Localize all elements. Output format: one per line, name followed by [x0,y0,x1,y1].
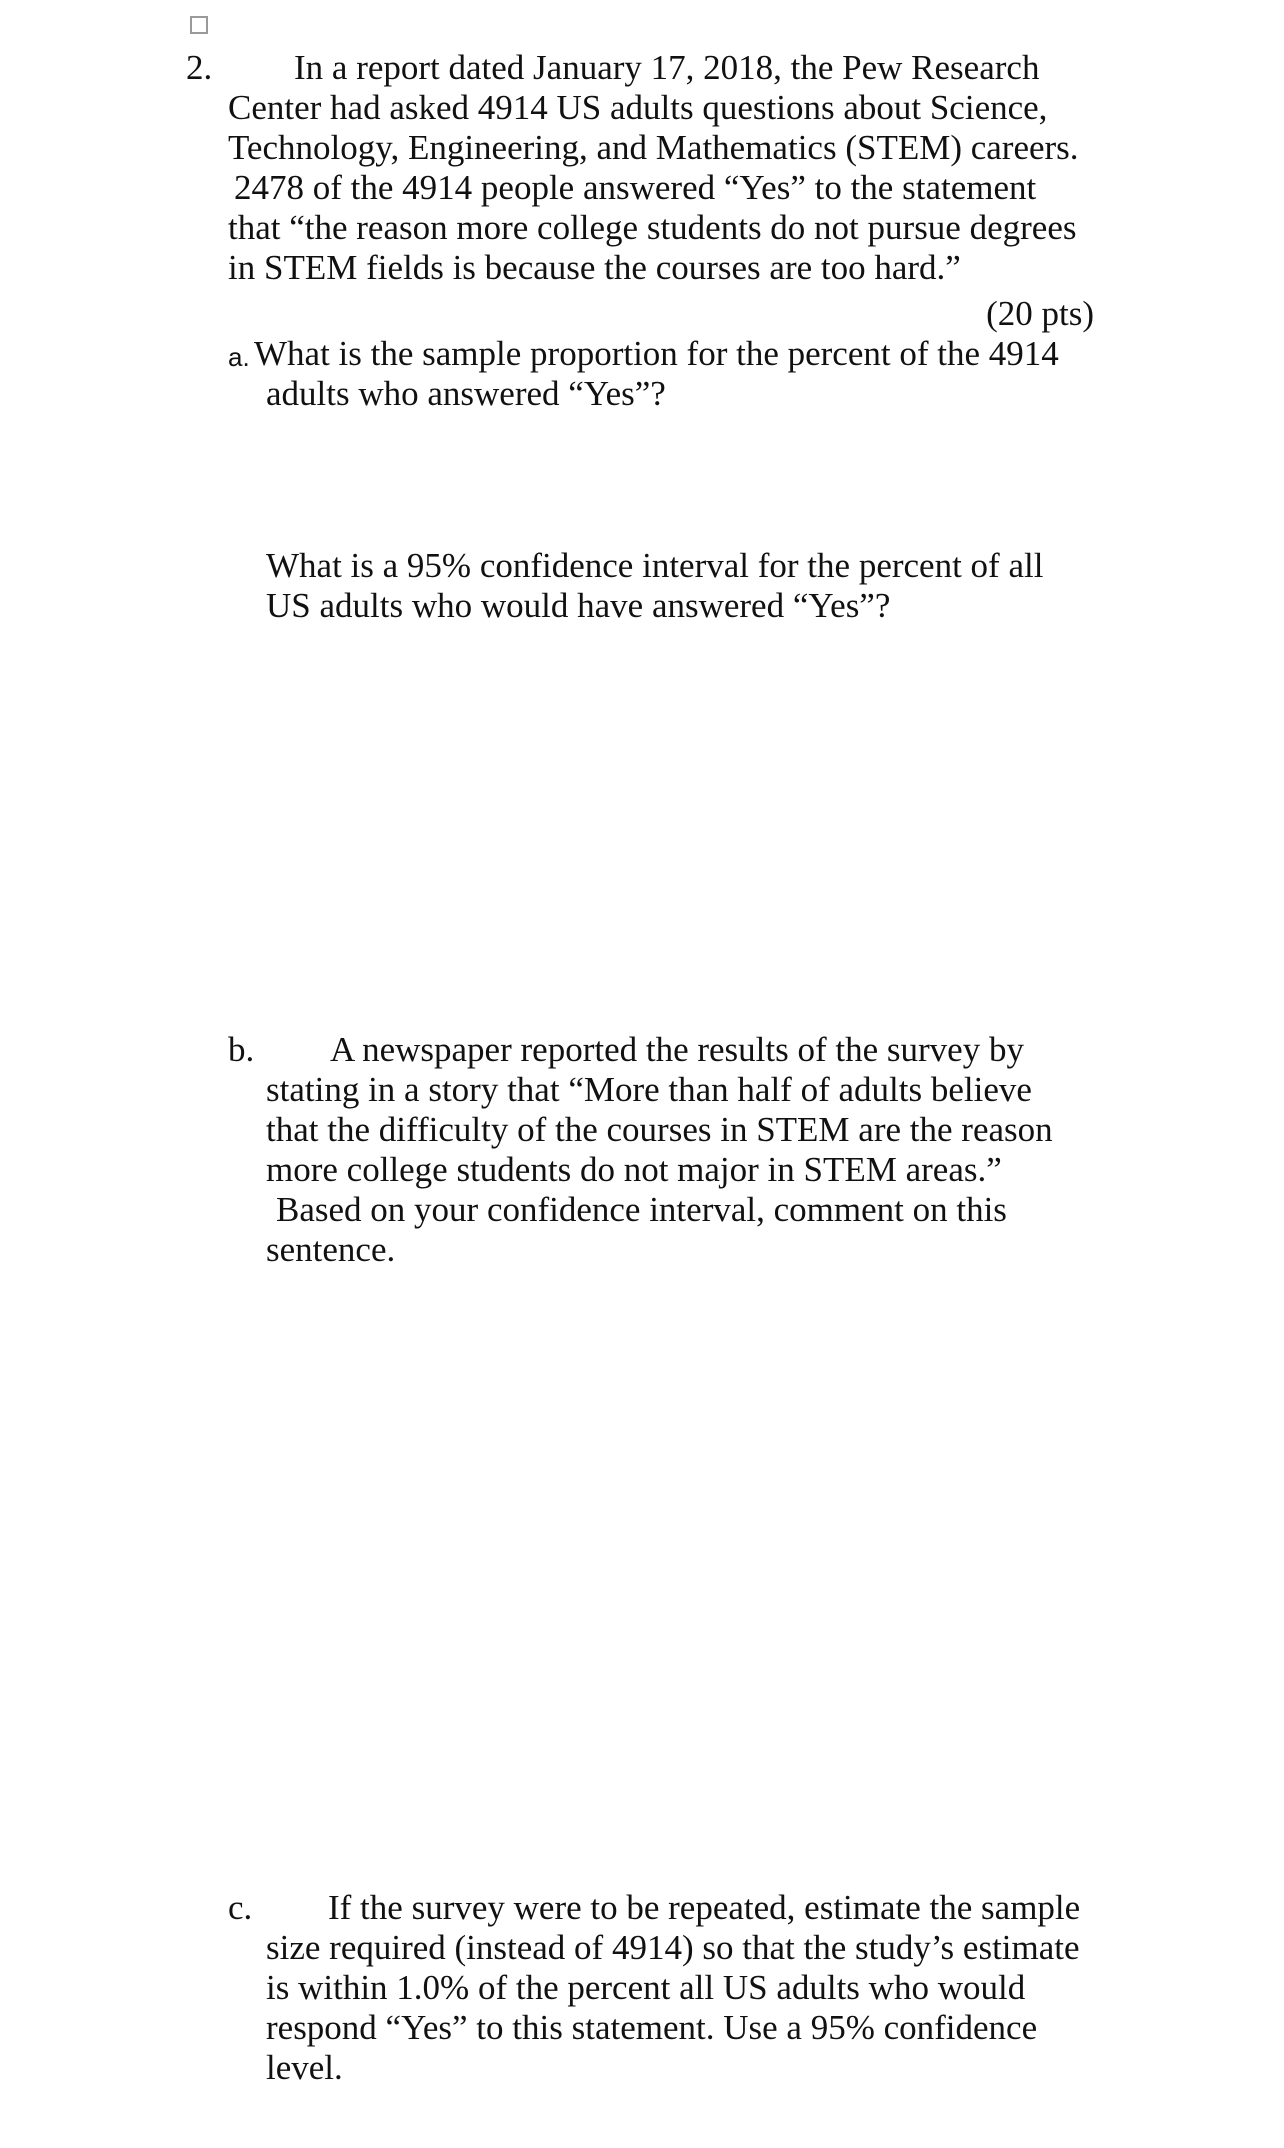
intro-line: that “the reason more college students do not pursue degrees [228,208,1077,247]
part-b-question [266,1030,1053,1270]
intro-line: In a report dated January 17, 2018, the Pew Research [294,48,1040,87]
question-intro [228,48,1108,288]
intro-line: Center had asked 4914 US adults questions about Science, [228,88,1048,127]
part-a-q1-line: What is the sample proportion for the percent of the 4914 [254,334,1059,373]
part-c-line: respond “Yes” to this statement. Use a 95% confidence [266,2008,1038,2047]
part-a-question-2 [266,546,1043,626]
part-a-question-1 [256,334,1059,414]
part-a-label: a. [228,342,250,372]
part-b-line: A newspaper reported the results of the survey by [330,1030,1024,1069]
part-c-line: If the survey were to be repeated, estimate the sample [328,1888,1081,1927]
part-c-line: level. [266,2048,343,2087]
part-c-question [266,1888,1080,2088]
intro-line: in STEM fields is because the courses are too hard.” [228,248,961,287]
points-value: (20 pts) [986,294,1094,333]
intro-line: Technology, Engineering, and Mathematics (STEM) careers. [228,128,1079,167]
part-b-line: sentence. [266,1230,396,1269]
part-c-line: size required (instead of 4914) so that the study’s estimate [266,1928,1080,1967]
part-b-line: that the difficulty of the courses in STEM are the reason [266,1110,1053,1149]
part-a-q1-line: adults who answered “Yes”? [266,374,666,413]
part-b-label: b. [228,1030,255,1069]
question-number: 2. [186,48,213,87]
part-b-line: stating in a story that “More than half of adults believe [266,1070,1032,1109]
question-checkbox[interactable] [190,16,208,34]
part-a-q2-line: What is a 95% confidence interval for the percent of all [266,546,1044,585]
part-a-q2-line: US adults who would have answered “Yes”? [266,586,891,625]
part-c-line: is within 1.0% of the percent all US adults who would [266,1968,1026,2007]
part-b-line: Based on your confidence interval, comment on this [276,1190,1007,1229]
part-b-line: more college students do not major in STEM areas.” [266,1150,1002,1189]
intro-line: 2478 of the 4914 people answered “Yes” to the statement [234,168,1037,207]
part-c-label: c. [228,1888,253,1927]
